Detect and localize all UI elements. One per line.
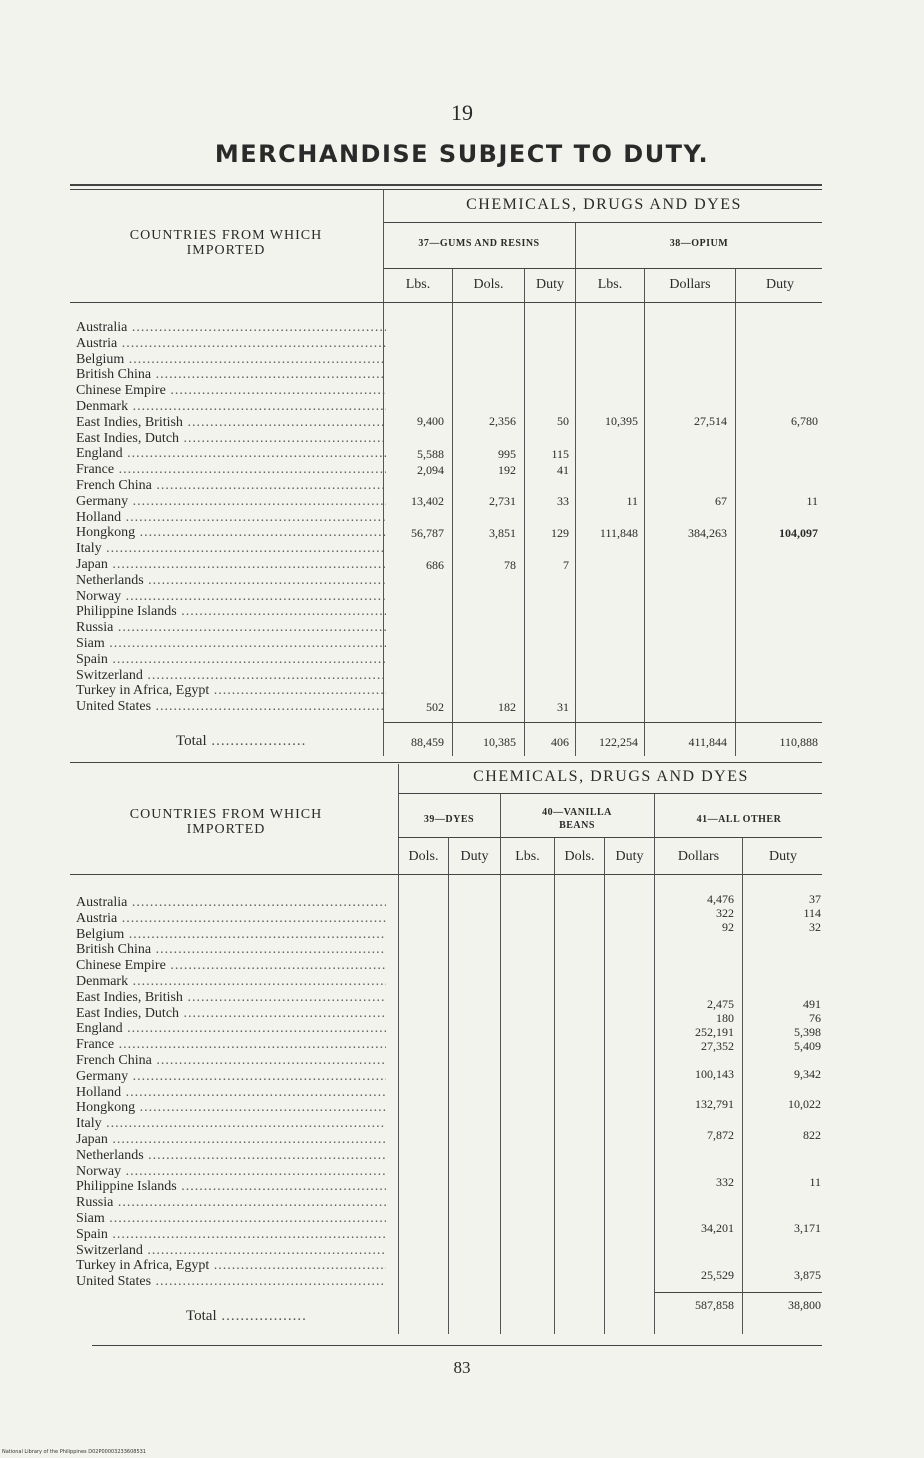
total-cell: 10,385: [483, 735, 516, 749]
col-header: Lbs.: [515, 849, 540, 864]
table-cell: 27,352: [701, 1039, 734, 1053]
country-name: East Indies, Dutch .....: [76, 1006, 386, 1022]
section-title-1: CHEMICALS, DRUGS AND DYES: [466, 196, 742, 213]
total-cell: 587,858: [695, 1298, 734, 1312]
table-cell: 686: [426, 558, 444, 572]
country-name: Russia .....: [76, 620, 386, 636]
table-cell: 995: [498, 447, 516, 461]
col-header: Lbs.: [405, 277, 431, 292]
table-cell: 9,400: [417, 414, 444, 428]
country-name: Holland .....: [76, 510, 386, 526]
table-cell: 132,791: [695, 1097, 734, 1111]
group-header-dyes: 39—DYES: [423, 814, 475, 825]
group-header-vanilla: 40—VANILLA BEANS: [542, 807, 612, 831]
col-header: Duty: [536, 277, 564, 292]
table-cell: 822: [803, 1128, 821, 1142]
table-cell: 3,875: [794, 1268, 821, 1282]
country-name: Netherlands .....: [76, 1148, 386, 1164]
country-list-1: [76, 320, 386, 715]
country-name: Denmark .....: [76, 399, 386, 415]
col-header: Dollars: [677, 849, 720, 864]
table-cell: 32: [809, 920, 821, 934]
total-cell: 406: [551, 735, 569, 749]
country-name: Austria .....: [76, 911, 386, 927]
country-name: Turkey in Africa, Egypt .....: [76, 683, 386, 699]
table-cell: 11: [626, 494, 638, 508]
country-name: Austria .....: [76, 336, 386, 352]
table-cell: 34,201: [701, 1221, 734, 1235]
country-name: Germany .....: [76, 494, 386, 510]
country-name: Switzerland .....: [76, 1243, 386, 1259]
country-name: British China .....: [76, 367, 386, 383]
table-cell: 37: [809, 892, 821, 906]
country-name: Italy .....: [76, 541, 386, 557]
col-header: Dols.: [473, 277, 504, 292]
table-cell: 67: [715, 494, 727, 508]
country-name: Norway .....: [76, 589, 386, 605]
table-cell: 33: [557, 494, 569, 508]
country-name: Hongkong .....: [76, 1100, 386, 1116]
table-cell: 25,529: [701, 1268, 734, 1282]
countries-header-1: COUNTRIES FROM WHICH IMPORTED: [129, 228, 323, 258]
group-header-gums: 37—GUMS AND RESINS: [418, 238, 540, 249]
country-name: United States .....: [76, 1274, 386, 1290]
col-header: Dols.: [564, 849, 595, 864]
country-name: Belgium .....: [76, 352, 386, 368]
col-header: Dollars: [669, 277, 711, 292]
total-label-1: Total ....................: [176, 733, 307, 749]
table-cell: 10,022: [788, 1097, 821, 1111]
group-header-opium: 38—OPIUM: [669, 238, 729, 249]
table-cell: 7: [563, 558, 569, 572]
table-cell: 252,191: [695, 1025, 734, 1039]
country-name: Denmark .....: [76, 974, 386, 990]
col-header: Duty: [766, 277, 794, 292]
table-cell: 41: [557, 463, 569, 477]
country-name: Australia .....: [76, 320, 386, 336]
total-cell: 38,800: [788, 1298, 821, 1312]
table-cell: 7,872: [707, 1128, 734, 1142]
country-name: Philippine Islands .....: [76, 604, 386, 620]
country-name: Chinese Empire .....: [76, 383, 386, 399]
col-header: Dols.: [408, 849, 439, 864]
country-name: French China .....: [76, 1053, 386, 1069]
table-cell: 104,097: [779, 526, 818, 540]
table-cell: 76: [809, 1011, 821, 1025]
table-cell: 11: [809, 1175, 821, 1189]
country-name: Spain .....: [76, 652, 386, 668]
country-name: United States .....: [76, 699, 386, 715]
country-name: East Indies, British .....: [76, 415, 386, 431]
country-name: Siam .....: [76, 636, 386, 652]
table-cell: 92: [722, 920, 734, 934]
table-cell: 322: [716, 906, 734, 920]
table-cell: 10,395: [605, 414, 638, 428]
table-cell: 78: [504, 558, 516, 572]
table-cell: 2,731: [489, 494, 516, 508]
table-cell: 129: [551, 526, 569, 540]
table-cell: 111,848: [599, 526, 638, 540]
table-cell: 5,588: [417, 447, 444, 461]
total-cell: 88,459: [411, 735, 444, 749]
group-header-all-other: 41—ALL OTHER: [696, 814, 782, 825]
country-name: Philippine Islands .....: [76, 1179, 386, 1195]
table-cell: 13,402: [411, 494, 444, 508]
country-name: Netherlands .....: [76, 573, 386, 589]
table-cell: 100,143: [695, 1067, 734, 1081]
country-name: British China .....: [76, 942, 386, 958]
country-name: Chinese Empire .....: [76, 958, 386, 974]
table-cell: 3,851: [489, 526, 516, 540]
country-list-2: [76, 895, 386, 1290]
country-name: Norway .....: [76, 1164, 386, 1180]
country-name: Japan .....: [76, 557, 386, 573]
table-cell: 50: [557, 414, 569, 428]
country-name: Hongkong .....: [76, 525, 386, 541]
country-name: French China .....: [76, 478, 386, 494]
table-cell: 56,787: [411, 526, 444, 540]
country-name: Germany .....: [76, 1069, 386, 1085]
country-name: Siam .....: [76, 1211, 386, 1227]
table-cell: 332: [716, 1175, 734, 1189]
page-number-bottom: 83: [453, 1358, 471, 1377]
table-cell: 2,094: [417, 463, 444, 477]
table-cell: 11: [806, 494, 818, 508]
table-cell: 5,409: [794, 1039, 821, 1053]
page-number-top: 19: [451, 100, 473, 125]
country-name: East Indies, British .....: [76, 990, 386, 1006]
country-name: France .....: [76, 462, 386, 478]
library-footer-note: National Library of the Philippines D02P00003233608531: [2, 1449, 146, 1455]
total-cell: 411,844: [688, 735, 727, 749]
table-cell: 31: [557, 700, 569, 714]
country-name: Japan .....: [76, 1132, 386, 1148]
col-header: Duty: [615, 849, 644, 864]
table-cell: 384,263: [688, 526, 727, 540]
col-header: Lbs.: [597, 277, 623, 292]
country-name: Spain .....: [76, 1227, 386, 1243]
total-cell: 122,254: [599, 735, 638, 749]
section-title-2: CHEMICALS, DRUGS AND DYES: [473, 768, 749, 785]
table-cell: 182: [498, 700, 516, 714]
total-cell: 110,888: [779, 735, 818, 749]
table-cell: 180: [716, 1011, 734, 1025]
country-name: Holland .....: [76, 1085, 386, 1101]
table-cell: 114: [803, 906, 821, 920]
country-name: England .....: [76, 446, 386, 462]
country-name: East Indies, Dutch .....: [76, 431, 386, 447]
table-cell: 4,476: [707, 892, 734, 906]
table-cell: 502: [426, 700, 444, 714]
table-cell: 3,171: [794, 1221, 821, 1235]
country-name: France .....: [76, 1037, 386, 1053]
table-cell: 192: [498, 463, 516, 477]
country-name: Italy .....: [76, 1116, 386, 1132]
table-cell: 491: [803, 997, 821, 1011]
table-cell: 2,356: [489, 414, 516, 428]
country-name: Russia .....: [76, 1195, 386, 1211]
country-name: Turkey in Africa, Egypt .....: [76, 1258, 386, 1274]
country-name: Belgium .....: [76, 927, 386, 943]
col-header: Duty: [769, 849, 797, 864]
table-cell: 9,342: [794, 1067, 821, 1081]
table-cell: 115: [551, 447, 569, 461]
table-cell: 5,398: [794, 1025, 821, 1039]
country-name: Switzerland .....: [76, 668, 386, 684]
country-name: England .....: [76, 1021, 386, 1037]
countries-header-2: COUNTRIES FROM WHICH IMPORTED: [129, 807, 323, 837]
table-cell: 2,475: [707, 997, 734, 1011]
total-label-2: Total ..................: [186, 1308, 307, 1324]
page-title: MERCHANDISE SUBJECT TO DUTY.: [214, 140, 710, 168]
table-cell: 6,780: [791, 414, 818, 428]
col-header: Duty: [460, 849, 489, 864]
table-cell: 27,514: [694, 414, 727, 428]
country-name: Australia .....: [76, 895, 386, 911]
